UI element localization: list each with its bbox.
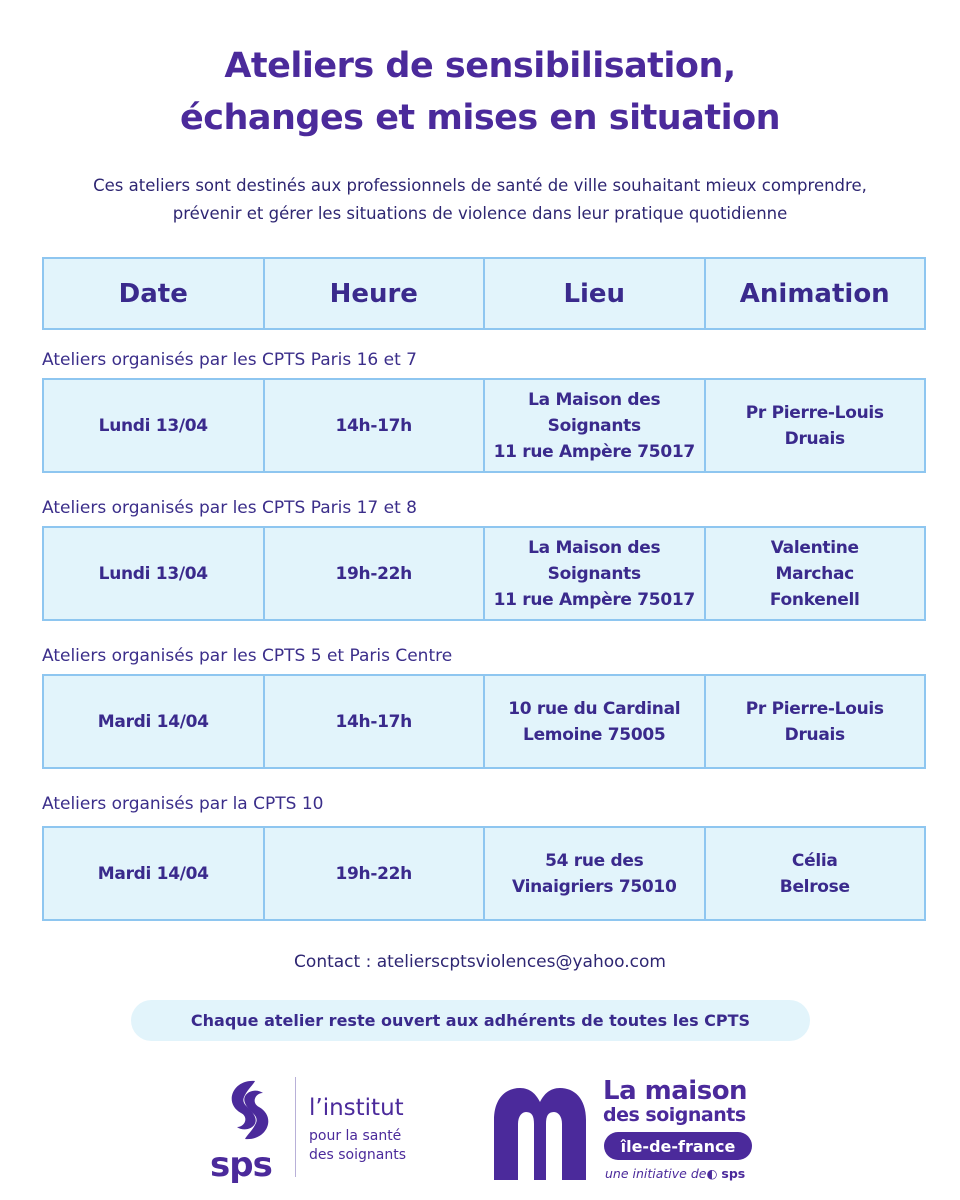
cell-lieu	[485, 380, 706, 471]
maison-title: La maison	[603, 1076, 748, 1106]
open-to-all-banner: Chaque atelier reste ouvert aux adhérents de toutes les CPTS	[131, 1000, 810, 1041]
section-label: Ateliers organisés par la CPTS 10	[42, 794, 324, 814]
cell-date: Lundi 13/04	[44, 380, 265, 471]
header-animation: Animation	[739, 278, 890, 309]
institute-sub-line: des soignants	[309, 1147, 406, 1163]
header-date: Date	[44, 259, 265, 328]
institute-sub-line: pour la santé	[309, 1128, 402, 1144]
contact-email[interactable]: Contact : atelierscptsviolences@yahoo.com	[294, 952, 666, 972]
initiative-text	[605, 1166, 745, 1181]
lieu-line: 11 rue Ampère 75017	[493, 589, 695, 610]
animation-line: Druais	[784, 428, 845, 449]
initiative-label: une initiative de	[605, 1166, 707, 1181]
header-lieu: Lieu	[485, 259, 706, 328]
animation-line: Marchac	[775, 563, 854, 584]
animation-line: Valentine	[770, 537, 859, 558]
cell-heure: 14h-17h	[265, 380, 486, 471]
sps-brand: sps	[210, 1145, 272, 1185]
lieu-line: La Maison des	[528, 389, 661, 410]
header-heure: Heure	[265, 259, 486, 328]
lieu-line: 54 rue des	[545, 850, 644, 871]
cell-lieu	[485, 528, 706, 619]
table-header	[42, 257, 926, 330]
institute-subtitle	[309, 1127, 406, 1165]
table-row	[42, 826, 926, 921]
lieu-line: Lemoine 75005	[523, 724, 666, 745]
animation-line: Belrose	[779, 876, 850, 897]
sps-mini-icon: ​◐	[706, 1166, 718, 1181]
animation-line: Pr Pierre-Louis	[745, 402, 884, 423]
lieu-line: Soignants	[547, 415, 641, 436]
region-badge: île-de-france	[604, 1132, 752, 1160]
institute-title: l’institut	[309, 1095, 404, 1121]
intro-text	[30, 172, 930, 228]
cell-animation	[706, 676, 925, 767]
lieu-line: La Maison des	[528, 537, 661, 558]
maison-m-icon	[490, 1080, 590, 1184]
cell-date: Mardi 14/04	[44, 676, 265, 767]
maison-subtitle: des soignants	[603, 1104, 746, 1126]
intro-line-2: prévenir et gérer les situations de violence dans leur pratique quotidienne	[172, 204, 788, 223]
cell-date: Lundi 13/04	[44, 528, 265, 619]
animation-line: Fonkenell	[769, 589, 860, 610]
table-row	[42, 378, 926, 473]
page-title	[0, 40, 960, 144]
cell-animation	[706, 528, 925, 619]
sps-institute-logo	[205, 1075, 435, 1185]
cell-date: Mardi 14/04	[44, 828, 265, 919]
section-label: Ateliers organisés par les CPTS 5 et Paris Centre	[42, 646, 453, 666]
intro-line-1: Ces ateliers sont destinés aux professionnels de santé de ville souhaitant mieux comprendre,	[93, 176, 867, 195]
sps-hands-icon	[215, 1075, 285, 1145]
animation-line: Pr Pierre-Louis	[745, 698, 884, 719]
cell-lieu	[485, 676, 706, 767]
animation-line: Célia	[791, 850, 838, 871]
cell-heure: 14h-17h	[265, 676, 486, 767]
lieu-line: 10 rue du Cardinal	[508, 698, 681, 719]
cell-heure: 19h-22h	[265, 828, 486, 919]
title-line-2: échanges et mises en situation	[179, 98, 781, 138]
section-label: Ateliers organisés par les CPTS Paris 17 et 8	[42, 498, 417, 518]
cell-animation	[706, 380, 925, 471]
table-row	[42, 674, 926, 769]
initiative-brand: sps	[721, 1166, 746, 1181]
animation-line: Druais	[784, 724, 845, 745]
title-line-1: Ateliers de sensibilisation,	[224, 46, 736, 86]
table-row	[42, 526, 926, 621]
lieu-line: 11 rue Ampère 75017	[493, 441, 695, 462]
lieu-line: Soignants	[547, 563, 641, 584]
lieu-line: Vinaigriers 75010	[512, 876, 677, 897]
logo-divider	[295, 1077, 296, 1177]
section-label: Ateliers organisés par les CPTS Paris 16 et 7	[42, 350, 417, 370]
maison-des-soignants-logo	[490, 1078, 770, 1188]
cell-heure: 19h-22h	[265, 528, 486, 619]
cell-lieu	[485, 828, 706, 919]
cell-animation	[706, 828, 925, 919]
